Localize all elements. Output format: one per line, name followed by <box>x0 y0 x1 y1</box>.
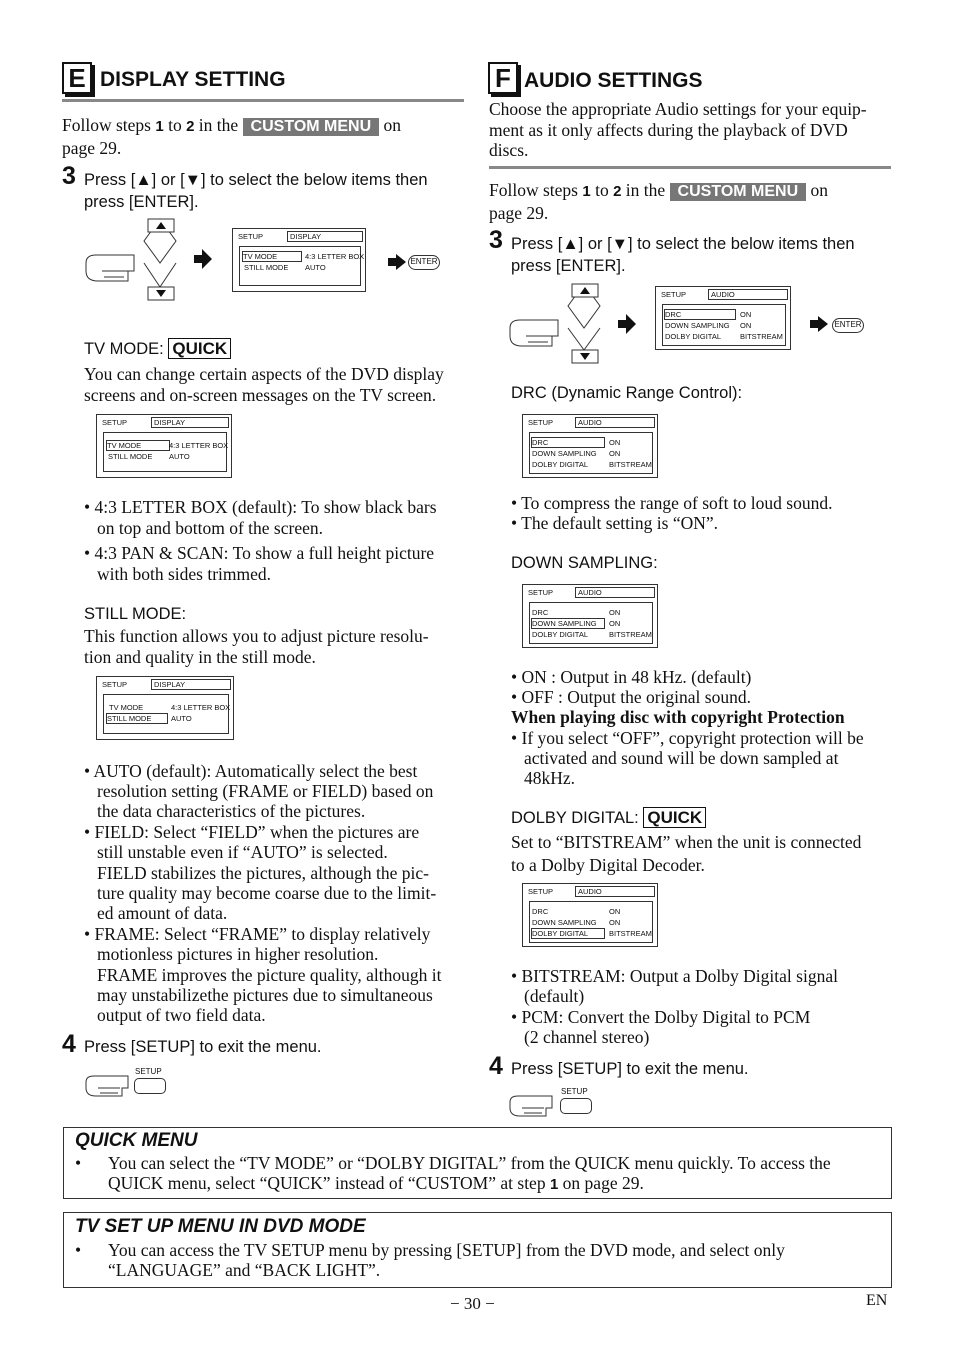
hand-pointer-icon <box>84 1068 134 1100</box>
section-e-title: DISPLAY SETTING <box>100 68 286 91</box>
step-4-number: 4 <box>62 1030 76 1058</box>
audio-menu-dolby: SETUP AUDIO DRC ON DOWN SAMPLING ON DOLBY DIGITAL BITSTREAM <box>522 883 658 947</box>
tv-mode-bullet-2: • 4:3 PAN & SCAN: To show a full height picture <box>84 543 435 563</box>
still-mode-label: STILL MODE: <box>84 605 187 623</box>
dolby-label: DOLBY DIGITAL: QUICK <box>511 807 706 829</box>
copy-bullet-1: • If you select “OFF”, copyright protection will be <box>511 728 864 748</box>
setup-button-icon <box>134 1078 166 1094</box>
tv-mode-bullet-2b: with both sides trimmed. <box>97 564 272 584</box>
quick-menu-line1: You can select the “TV MODE” or “DOLBY DIGITAL” from the QUICK menu quickly. To access the <box>108 1153 831 1173</box>
section-f-rule <box>489 166 891 169</box>
copy-bullet-1c: 48kHz. <box>524 768 576 788</box>
quick-menu-line2: QUICK menu, select “QUICK” instead of “CUSTOM” at step 1 on page 29. <box>108 1173 644 1193</box>
quick-badge: QUICK <box>168 338 231 359</box>
audio-menu-down: SETUP AUDIO DRC ON DOWN SAMPLING ON DOLBY DIGITAL BITSTREAM <box>522 584 658 648</box>
copyright-heading: When playing disc with copyright Protection <box>511 707 845 727</box>
section-f-intro: Choose the appropriate Audio settings for your equip- ment as it only affects during the playback of DVD discs. <box>489 99 867 160</box>
copy-bullet-1b: activated and sound will be down sampled at <box>524 748 839 768</box>
step-3-text: Press [▲] or [▼] to select the below items then press [ENTER]. <box>84 171 428 211</box>
tv-mode-description: You can change certain aspects of the DVD display screens and on-screen messages on the TV screen. <box>84 364 444 405</box>
audio-menu-step3: SETUP AUDIO DRC ON DOWN SAMPLING ON DOLBY DIGITAL BITSTREAM <box>655 286 791 350</box>
display-menu-stillmode: SETUP DISPLAY TV MODE 4:3 LETTER BOX STILL MODE AUTO <box>96 676 234 740</box>
enter-arrow-icon <box>388 254 410 270</box>
enter-button-icon-f: ENTER <box>832 318 864 333</box>
step-3-number-f: 3 <box>489 226 503 254</box>
still-mode-description: This function allows you to adjust picture resolu- tion and quality in the still mode. <box>84 626 429 667</box>
step-4-text-f: Press [SETUP] to exit the menu. <box>511 1060 749 1078</box>
step-4-number-f: 4 <box>489 1052 503 1080</box>
down-bullet-1: • ON : Output in 48 kHz. (default) <box>511 667 752 687</box>
section-e-letter: E <box>62 62 92 94</box>
tv-mode-label: TV MODE: QUICK <box>84 338 231 360</box>
display-menu-tvmode: SETUP DISPLAY TV MODE 4:3 LETTER BOX STILL MODE AUTO <box>96 414 232 478</box>
display-menu-step3: SETUP DISPLAY TV MODE 4:3 LETTER BOX STILL MODE AUTO <box>232 228 366 292</box>
hand-pointer-icon-f <box>508 1088 558 1120</box>
quick-menu-title: QUICK MENU <box>75 1130 198 1151</box>
tv-setup-line1: You can access the TV SETUP menu by pressing [SETUP] from the DVD mode, and select only <box>108 1240 785 1260</box>
setup-button-label-f: SETUP <box>561 1087 588 1096</box>
section-f-title: AUDIO SETTINGS <box>524 69 703 92</box>
setup-button-icon-f <box>560 1098 592 1114</box>
tv-mode-bullet-1: • 4:3 LETTER BOX (default): To show black bars <box>84 497 437 517</box>
quick-badge-f: QUICK <box>643 807 706 828</box>
section-f-letter: F <box>488 62 518 94</box>
dolby-bullet-2b: (2 channel stereo) <box>524 1027 650 1047</box>
remote-cursor-diagram <box>82 215 222 305</box>
audio-menu-drc: SETUP AUDIO DRC ON DOWN SAMPLING ON DOLBY DIGITAL BITSTREAM <box>522 414 658 478</box>
tv-setup-line2: “LANGUAGE” and “BACK LIGHT”. <box>108 1260 381 1280</box>
tv-mode-bullet-1b: on top and bottom of the screen. <box>97 518 323 538</box>
dolby-bullet-1b: (default) <box>524 986 585 1006</box>
setup-button-label: SETUP <box>135 1067 162 1076</box>
enter-button-icon: ENTER <box>408 255 440 270</box>
down-sampling-label: DOWN SAMPLING: <box>511 554 658 572</box>
tv-setup-title: TV SET UP MENU IN DVD MODE <box>75 1216 366 1237</box>
step-3-text-f: Press [▲] or [▼] to select the below items then press [ENTER]. <box>511 235 855 275</box>
dolby-bullet-2: • PCM: Convert the Dolby Digital to PCM <box>511 1007 811 1027</box>
custom-menu-badge-f: CUSTOM MENU <box>670 183 807 201</box>
dolby-description: Set to “BITSTREAM” when the unit is connected to a Dolby Digital Decoder. <box>511 832 862 875</box>
step-3-number: 3 <box>62 162 76 190</box>
language-code: EN <box>866 1292 888 1309</box>
drc-bullet-1: • To compress the range of soft to loud sound. <box>511 493 833 513</box>
tv-setup-bullet-dot: • <box>75 1240 82 1260</box>
dolby-bullet-1: • BITSTREAM: Output a Dolby Digital signal <box>511 966 838 986</box>
custom-menu-badge: CUSTOM MENU <box>243 118 380 136</box>
step-4-text: Press [SETUP] to exit the menu. <box>84 1038 322 1056</box>
page-number: − 30 − <box>450 1294 495 1313</box>
drc-bullet-2: • The default setting is “ON”. <box>511 513 719 533</box>
down-bullet-2: • OFF : Output the original sound. <box>511 687 751 707</box>
remote-cursor-diagram-f <box>506 280 646 370</box>
section-e-follow-steps: Follow steps 1 to 2 in the CUSTOM MENU on page 29. <box>62 115 402 158</box>
enter-arrow-icon-f <box>810 316 832 332</box>
section-f-follow-steps: Follow steps 1 to 2 in the CUSTOM MENU on page 29. <box>489 180 829 223</box>
drc-label: DRC (Dynamic Range Control): <box>511 384 743 402</box>
section-e-rule <box>62 99 464 102</box>
quick-menu-bullet-dot: • <box>75 1153 82 1173</box>
